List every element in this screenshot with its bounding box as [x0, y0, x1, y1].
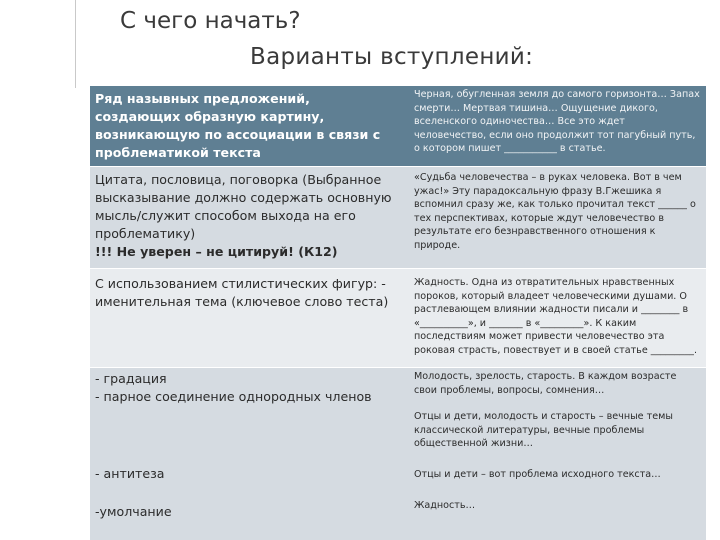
- gradation-label: - градация: [95, 371, 167, 386]
- quote-warning-text: !!! Не уверен – не цитируй! (К12): [95, 244, 338, 259]
- decorative-vertical-line: [75, 0, 76, 88]
- reticence-label: -умолчание: [95, 504, 172, 519]
- reticence-example: Жадность…: [414, 500, 476, 511]
- page-title: С чего начать?: [120, 8, 301, 34]
- antithesis-example: Отцы и дети – вот проблема исходного текста…: [414, 469, 661, 480]
- page-subtitle: Варианты вступлений:: [250, 44, 534, 70]
- antithesis-label: - антитеза: [95, 466, 165, 481]
- table-row-nominative: [90, 269, 706, 367]
- quote-example-cell: «Судьба человечества – в руках человека. Вот в чем ужас!» Эту парадоксальную фразу В.Гжешика я вспомнил сразу же, как только прочитал текст ______ о тех перспективах, которые ждут человечество в результате его безнравственного отношения к природе.: [414, 172, 696, 251]
- table-row-quote: [90, 167, 706, 268]
- gradation-example: Молодость, зрелость, старость. В каждом возрасте свои проблемы, вопросы, сомнения…: [414, 371, 677, 396]
- header-left-cell: Ряд назывных предложений, создающих образную картину, возникающую по ассоциации в связи с проблематикой текста: [95, 91, 381, 160]
- figures-example-cell: [398, 368, 706, 540]
- nominative-example-cell: Жадность. Одна из отвратительных нравственных пороков, который владеет человеческими душами. О растлевающем влиянии жадности писали и ________ в «__________», и _______ в «_________». К каким последствиям может привести человечество эта роковая страсть, повествует и в своей статье _________.: [414, 277, 697, 356]
- intro-variants-table: [90, 86, 706, 540]
- header-right-cell: Черная, обугленная земля до самого горизонта… Запах смерти… Мертвая тишина… Ощущение дикого, вселенского одиночества… Все это ждет человечество, если оно продолжит тот пагубный путь, о котором пишет ___________ в статье.: [414, 89, 700, 155]
- quote-method-cell: [90, 167, 398, 268]
- paired-members-example: Отцы и дети, молодость и старость – вечные темы классической литературы, вечные проблемы общественной жизни…: [414, 411, 673, 450]
- table-row-figures: [90, 368, 706, 540]
- paired-members-label: - парное соединение однородных членов: [95, 389, 372, 404]
- figures-method-cell: [90, 368, 398, 540]
- nominative-method-cell: С использованием стилистических фигур: - именительная тема (ключевое слово теста): [95, 276, 389, 309]
- table-header-row: [90, 86, 706, 166]
- quote-method-text: Цитата, пословица, поговорка (Выбранное высказывание должно содержать основную мысль/служит способом выхода на его проблематику): [95, 172, 392, 241]
